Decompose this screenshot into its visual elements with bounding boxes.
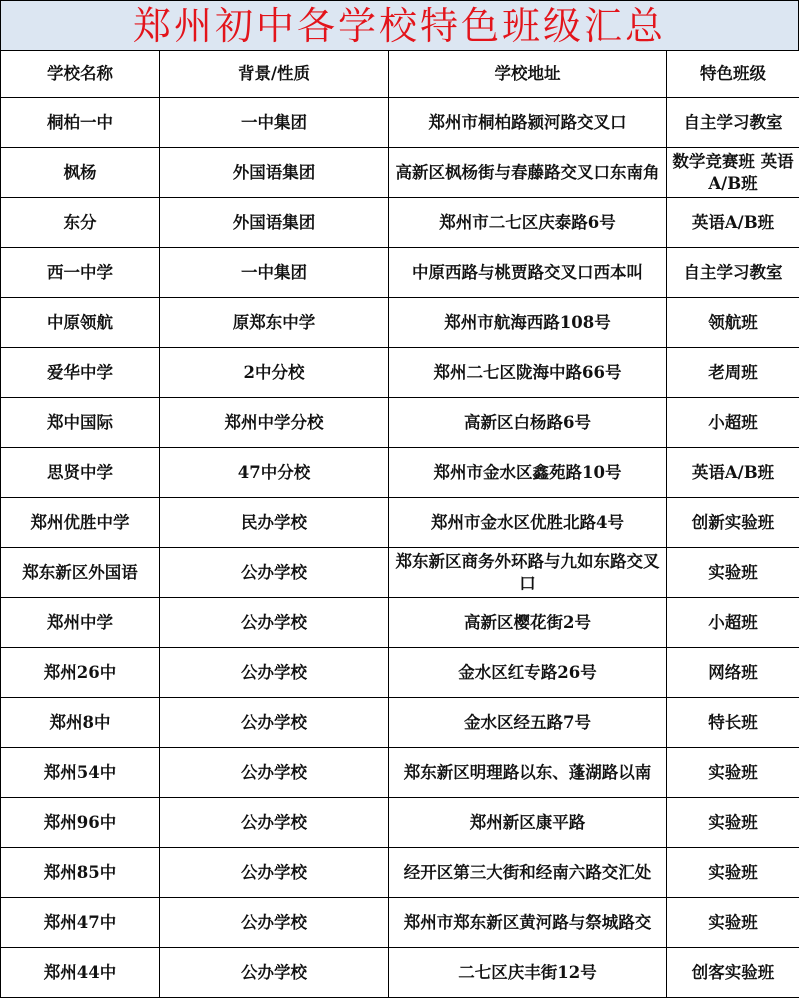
school-name-cell: 郑东新区外国语 (1, 548, 160, 598)
table-row (1, 248, 799, 298)
school-address-cell: 郑州市二七区庆泰路6号 (389, 198, 667, 248)
school-name-cell: 郑州44中 (1, 948, 160, 998)
school-address-cell: 高新区白杨路6号 (389, 398, 667, 448)
table-row (1, 798, 799, 848)
special-class-cell: 数学竞赛班 英语A/B班 (667, 148, 799, 198)
school-address-cell: 高新区樱花街2号 (389, 598, 667, 648)
school-address-cell: 郑州市郑东新区黄河路与祭城路交 (389, 898, 667, 948)
school-address-cell: 郑州市桐柏路颍河路交叉口 (389, 98, 667, 148)
special-class-cell: 创新实验班 (667, 498, 799, 548)
special-class-cell: 实验班 (667, 848, 799, 898)
table-row (1, 898, 799, 948)
school-address-cell: 金水区经五路7号 (389, 698, 667, 748)
table-row (1, 748, 799, 798)
school-name-cell: 郑州优胜中学 (1, 498, 160, 548)
school-name-cell: 桐柏一中 (1, 98, 160, 148)
table-row (1, 598, 799, 648)
school-name-cell: 枫杨 (1, 148, 160, 198)
special-class-cell: 小超班 (667, 598, 799, 648)
school-name-cell: 思贤中学 (1, 448, 160, 498)
header-background: 背景/性质 (160, 51, 389, 98)
school-address-cell: 郑州市金水区优胜北路4号 (389, 498, 667, 548)
special-class-cell: 网络班 (667, 648, 799, 698)
table-row (1, 648, 799, 698)
school-name-cell: 中原领航 (1, 298, 160, 348)
table-row (1, 548, 799, 598)
school-type-cell: 公办学校 (160, 798, 389, 848)
special-class-cell: 自主学习教室 (667, 98, 799, 148)
table-row (1, 398, 799, 448)
school-type-cell: 公办学校 (160, 748, 389, 798)
school-type-cell: 民办学校 (160, 498, 389, 548)
table-row (1, 448, 799, 498)
school-address-cell: 郑州市金水区鑫苑路10号 (389, 448, 667, 498)
special-class-cell: 领航班 (667, 298, 799, 348)
title-bar (0, 0, 799, 50)
school-name-cell: 郑州96中 (1, 798, 160, 848)
school-name-cell: 西一中学 (1, 248, 160, 298)
school-type-cell: 外国语集团 (160, 148, 389, 198)
special-class-cell: 实验班 (667, 748, 799, 798)
school-type-cell: 郑州中学分校 (160, 398, 389, 448)
table-row (1, 698, 799, 748)
school-name-cell: 郑州8中 (1, 698, 160, 748)
school-type-cell: 外国语集团 (160, 198, 389, 248)
table-row (1, 148, 799, 198)
school-type-cell: 2中分校 (160, 348, 389, 398)
school-type-cell: 公办学校 (160, 698, 389, 748)
school-type-cell: 公办学校 (160, 848, 389, 898)
school-address-cell: 中原西路与桃贾路交叉口西本叫 (389, 248, 667, 298)
school-name-cell: 郑州85中 (1, 848, 160, 898)
special-class-cell: 实验班 (667, 798, 799, 848)
school-address-cell: 郑东新区商务外环路与九如东路交叉口 (389, 548, 667, 598)
school-address-cell: 二七区庆丰街12号 (389, 948, 667, 998)
school-name-cell: 郑州54中 (1, 748, 160, 798)
table-row (1, 348, 799, 398)
school-name-cell: 东分 (1, 198, 160, 248)
school-address-cell: 经开区第三大街和经南六路交汇处 (389, 848, 667, 898)
school-type-cell: 公办学校 (160, 648, 389, 698)
table-row (1, 198, 799, 248)
school-address-cell: 郑州新区康平路 (389, 798, 667, 848)
school-type-cell: 公办学校 (160, 948, 389, 998)
schools-table (0, 50, 799, 998)
school-name-cell: 郑州中学 (1, 598, 160, 648)
school-type-cell: 一中集团 (160, 248, 389, 298)
header-row (1, 51, 799, 98)
school-type-cell: 公办学校 (160, 898, 389, 948)
special-class-cell: 老周班 (667, 348, 799, 398)
table-row (1, 848, 799, 898)
special-class-cell: 实验班 (667, 898, 799, 948)
special-class-cell: 英语A/B班 (667, 448, 799, 498)
school-name-cell: 爱华中学 (1, 348, 160, 398)
table-body (1, 98, 799, 998)
table-row (1, 498, 799, 548)
table-row (1, 948, 799, 998)
school-address-cell: 高新区枫杨街与春藤路交叉口东南角 (389, 148, 667, 198)
special-class-cell: 特长班 (667, 698, 799, 748)
table-row (1, 298, 799, 348)
school-name-cell: 郑州26中 (1, 648, 160, 698)
special-class-cell: 小超班 (667, 398, 799, 448)
school-type-cell: 一中集团 (160, 98, 389, 148)
special-class-cell: 创客实验班 (667, 948, 799, 998)
header-address: 学校地址 (389, 51, 667, 98)
school-type-cell: 公办学校 (160, 598, 389, 648)
school-type-cell: 公办学校 (160, 548, 389, 598)
school-name-cell: 郑州47中 (1, 898, 160, 948)
school-address-cell: 郑东新区明理路以东、蓬湖路以南 (389, 748, 667, 798)
table-row (1, 98, 799, 148)
header-school-name: 学校名称 (1, 51, 160, 98)
header-special-class: 特色班级 (667, 51, 799, 98)
special-class-cell: 实验班 (667, 548, 799, 598)
school-type-cell: 原郑东中学 (160, 298, 389, 348)
page-title: 郑州初中各学校特色班级汇总 (132, 3, 666, 48)
school-type-cell: 47中分校 (160, 448, 389, 498)
school-address-cell: 金水区红专路26号 (389, 648, 667, 698)
school-address-cell: 郑州二七区陇海中路66号 (389, 348, 667, 398)
table-header (1, 51, 799, 98)
special-class-cell: 英语A/B班 (667, 198, 799, 248)
school-address-cell: 郑州市航海西路108号 (389, 298, 667, 348)
special-class-cell: 自主学习教室 (667, 248, 799, 298)
school-name-cell: 郑中国际 (1, 398, 160, 448)
